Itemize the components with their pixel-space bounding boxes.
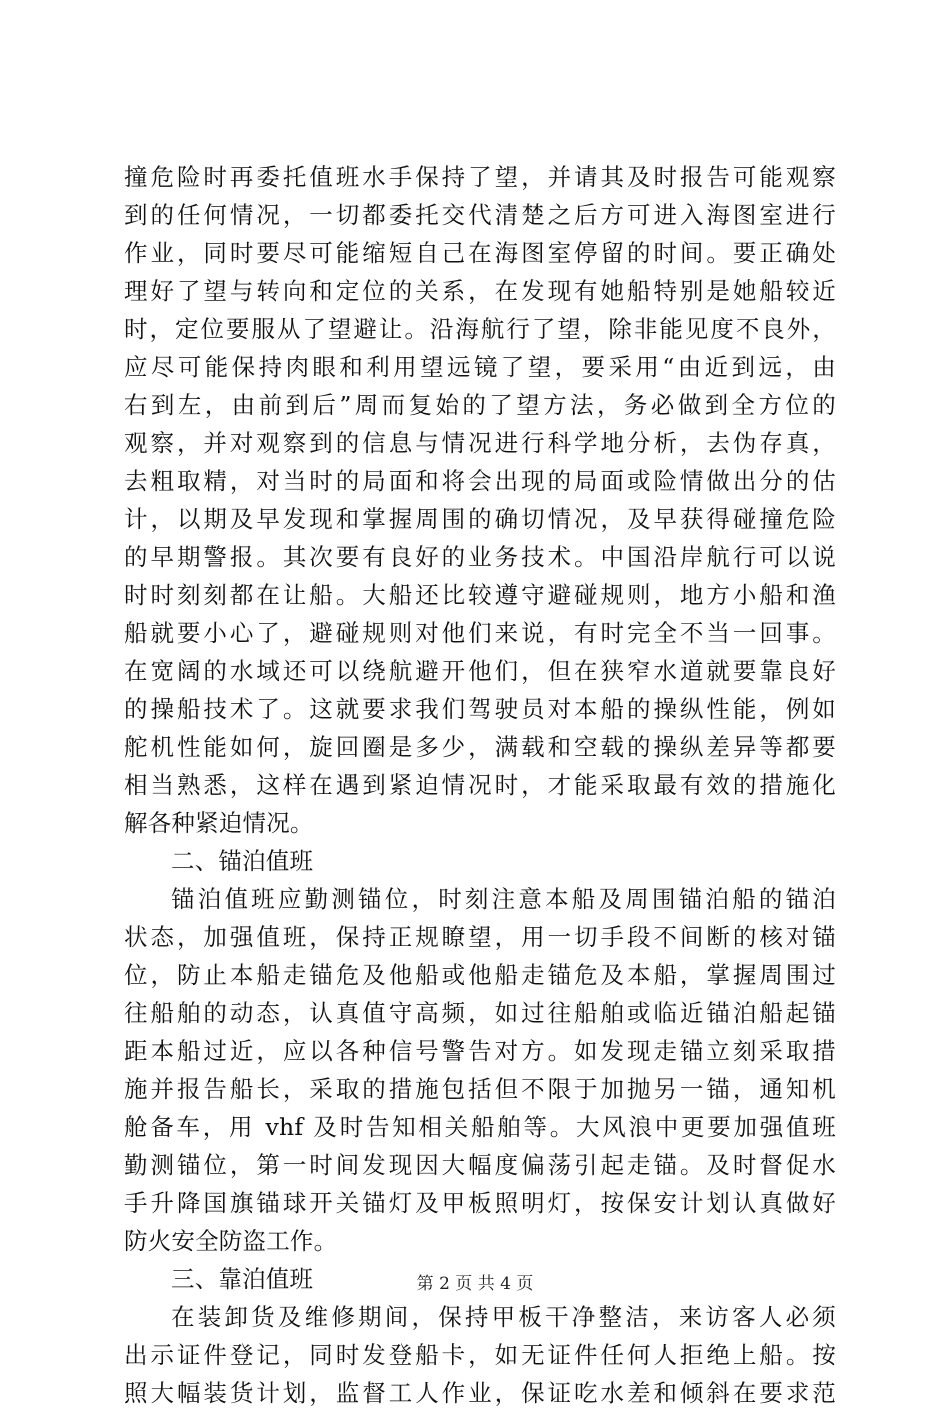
text-line: 的早期警报。其次要有良好的业务技术。中国沿岸航行可以说 — [124, 543, 836, 571]
text-line: 理好了望与转向和定位的关系，在发现有她船特别是她船较近 — [124, 277, 836, 305]
text-line: 照大幅装货计划，监督工人作业，保证吃水差和倾斜在要求范 — [124, 1379, 836, 1407]
text-line: 防火安全防盗工作。 — [124, 1227, 338, 1255]
text-line: 在装卸货及维修期间，保持甲板干净整洁，来访客人必须 — [171, 1303, 836, 1331]
text-line: 手升降国旗锚球开关锚灯及甲板照明灯，按保安计划认真做好 — [124, 1189, 836, 1217]
text-line: 时，定位要服从了望避让。沿海航行了望，除非能见度不良外， — [124, 315, 836, 343]
text-line: 相当熟悉，这样在遇到紧迫情况时，才能采取最有效的措施化 — [124, 771, 836, 799]
text-line: 作业，同时要尽可能缩短自己在海图室停留的时间。要正确处 — [124, 239, 836, 267]
text-line: 状态，加强值班，保持正规瞭望，用一切手段不间断的核对锚 — [124, 923, 836, 951]
text-line: 应尽可能保持肉眼和利用望远镜了望，要采用“由近到远，由 — [124, 353, 836, 381]
text-line: 计，以期及早发现和掌握周围的确切情况，及早获得碰撞危险 — [124, 505, 836, 533]
section-heading: 二、锚泊值班 — [171, 847, 314, 875]
section-heading: 三、靠泊值班 — [171, 1265, 314, 1293]
text-line: 在宽阔的水域还可以绕航避开他们，但在狭窄水道就要靠良好 — [124, 657, 836, 685]
text-line: 船就要小心了，避碰规则对他们来说，有时完全不当一回事。 — [124, 619, 836, 647]
text-line: 解各种紧迫情况。 — [124, 809, 314, 837]
text-line: 时时刻刻都在让船。大船还比较遵守避碰规则，地方小船和渔 — [124, 581, 836, 609]
text-line: 出示证件登记，同时发登船卡，如无证件任何人拒绝上船。按 — [124, 1341, 836, 1369]
text-line: 锚泊值班应勤测锚位，时刻注意本船及周围锚泊船的锚泊 — [171, 885, 836, 913]
text-line: 往船舶的动态，认真值守高频，如过往船舶或临近锚泊船起锚 — [124, 999, 836, 1027]
body-text — [124, 158, 836, 1412]
page-number-footer: 第 2 页 共 4 页 — [416, 1274, 534, 1294]
text-line: 到的任何情况，一切都委托交代清楚之后方可进入海图室进行 — [124, 201, 836, 229]
text-line: 施并报告船长，采取的措施包括但不限于加抛另一锚，通知机 — [124, 1075, 836, 1103]
text-line: 撞危险时再委托值班水手保持了望，并请其及时报告可能观察 — [124, 163, 836, 191]
text-line: 位，防止本船走锚危及他船或他船走锚危及本船，掌握周围过 — [124, 961, 836, 989]
text-line: 距本船过近，应以各种信号警告对方。如发现走锚立刻采取措 — [124, 1037, 836, 1065]
text-line: 去粗取精，对当时的局面和将会出现的局面或险情做出分的估 — [124, 467, 836, 495]
text-line: 舵机性能如何，旋回圈是多少，满载和空载的操纵差异等都要 — [124, 733, 836, 761]
text-line: 右到左，由前到后”周而复始的了望方法，务必做到全方位的 — [124, 391, 836, 419]
text-line: 的操船技术了。这就要求我们驾驶员对本船的操纵性能，例如 — [124, 695, 836, 723]
text-line: 勤测锚位，第一时间发现因大幅度偏荡引起走锚。及时督促水 — [124, 1151, 836, 1179]
text-line: 观察，并对观察到的信息与情况进行科学地分析，去伪存真， — [124, 429, 836, 457]
text-line: 舱备车，用 vhf 及时告知相关船舶等。大风浪中更要加强值班 — [124, 1113, 836, 1141]
